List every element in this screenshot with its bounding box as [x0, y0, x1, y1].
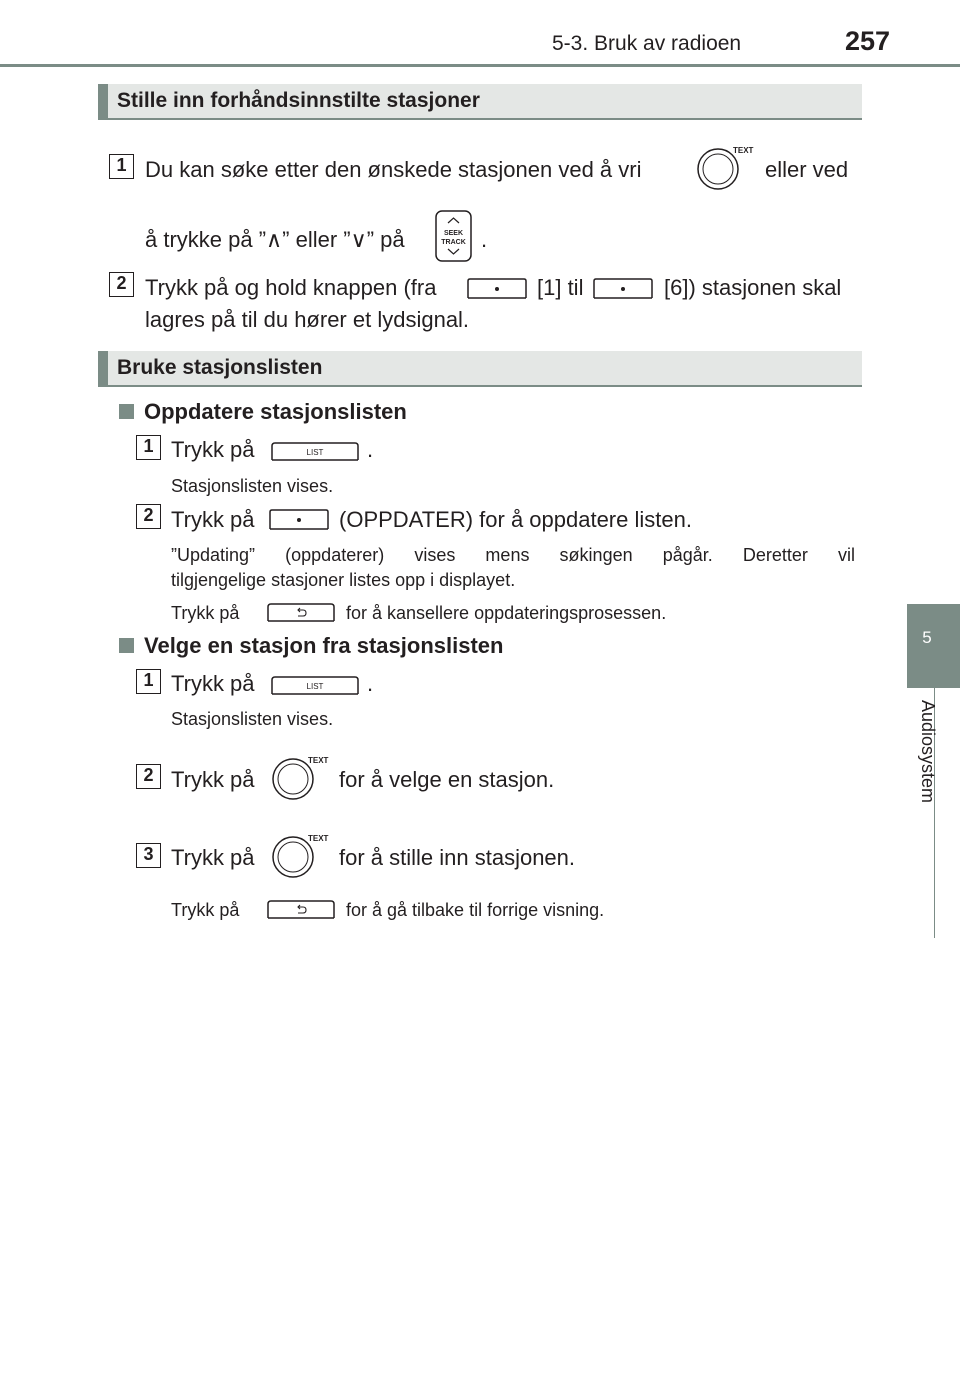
subsection-title: Oppdatere stasjonslisten — [144, 399, 407, 424]
note-text: tilgjengelige stasjoner listes opp i displayet. — [171, 570, 516, 590]
section-header: 5-3. Bruk av radioen — [552, 32, 742, 55]
step-text: (OPPDATER) for å oppdatere listen. — [339, 507, 692, 532]
step-text: Du kan søke etter den ønskede stasjonen ved å vri — [145, 157, 642, 182]
step-text: for å velge en stasjon. — [339, 767, 555, 792]
track-label: TRACK — [441, 239, 466, 246]
preset-button-icon — [466, 277, 528, 301]
note-text: Stasjonslisten vises. — [171, 709, 334, 729]
seek-track-button-icon — [434, 210, 474, 262]
text-label: TEXT — [308, 834, 329, 843]
page-number: 257 — [845, 26, 891, 56]
step-text: å trykke på ” — [145, 227, 267, 252]
step-text-line — [145, 227, 405, 253]
tune-knob-icon — [271, 754, 333, 802]
list-label: LIST — [306, 448, 324, 457]
step-text: ” på — [366, 227, 405, 252]
chapter-number: 5 — [922, 628, 932, 647]
text-label: TEXT — [733, 146, 754, 155]
seek-label: SEEK — [443, 230, 464, 237]
note-text: for å gå tilbake til forrige visning. — [346, 900, 605, 920]
step-number: 1 — [136, 435, 161, 460]
list-button-icon — [270, 441, 360, 463]
tune-knob-icon — [696, 144, 758, 192]
update-button-icon — [268, 508, 332, 532]
note-text: ”Updating” (oppdaterer) vises mens søkingen pågår. Deretter vil — [171, 545, 855, 565]
step-text: . — [367, 671, 374, 696]
section-bar — [98, 351, 862, 387]
step-text: ” eller ” — [282, 227, 351, 252]
subsection-title: Velge en stasjon fra stasjonslisten — [144, 633, 504, 658]
down-arrow-symbol: ∨ — [350, 227, 367, 252]
chapter-label: Audiosystem — [918, 700, 938, 804]
step-number: 2 — [136, 504, 161, 529]
section-bar — [98, 84, 862, 120]
step-number: 1 — [136, 669, 161, 694]
step-number: 2 — [109, 272, 134, 297]
step-number: 2 — [136, 764, 161, 789]
back-button-icon — [266, 602, 338, 624]
step-number: 3 — [136, 843, 161, 868]
subsection-heading — [119, 399, 407, 425]
step-text: Trykk på — [171, 845, 255, 870]
square-bullet-icon — [119, 404, 134, 419]
note-text: for å kansellere oppdateringsprosessen. — [346, 603, 667, 623]
step-text: . — [481, 227, 488, 252]
list-button-icon — [270, 675, 360, 697]
list-label: LIST — [306, 682, 324, 691]
header-divider — [0, 64, 960, 67]
step-text: Trykk på — [171, 671, 255, 696]
step-text: for å stille inn stasjonen. — [339, 845, 576, 870]
note-text: Trykk på — [171, 603, 240, 623]
step-text: Trykk på — [171, 507, 255, 532]
step-text: [1] til — [537, 275, 584, 300]
section-title: Bruke stasjonslisten — [117, 356, 323, 379]
note-text: Stasjonslisten vises. — [171, 476, 334, 496]
note-text: Trykk på — [171, 900, 240, 920]
tune-knob-icon — [271, 832, 333, 880]
step-text: eller ved — [765, 157, 849, 182]
step-text: Trykk på — [171, 437, 255, 462]
preset-button-icon — [592, 277, 654, 301]
text-label: TEXT — [308, 756, 329, 765]
subsection-heading — [119, 633, 503, 659]
step-text: . — [367, 437, 374, 462]
section-title: Stille inn forhåndsinnstilte stasjoner — [117, 89, 480, 112]
step-text: Trykk på — [171, 767, 255, 792]
step-number: 1 — [109, 154, 134, 179]
square-bullet-icon — [119, 638, 134, 653]
step-text: [6]) stasjonen skal — [664, 275, 842, 300]
up-arrow-symbol: ∧ — [266, 227, 283, 252]
step-text: lagres på til du hører et lydsignal. — [145, 307, 470, 332]
back-button-icon — [266, 899, 338, 921]
step-text: Trykk på og hold knappen (fra — [145, 275, 437, 300]
